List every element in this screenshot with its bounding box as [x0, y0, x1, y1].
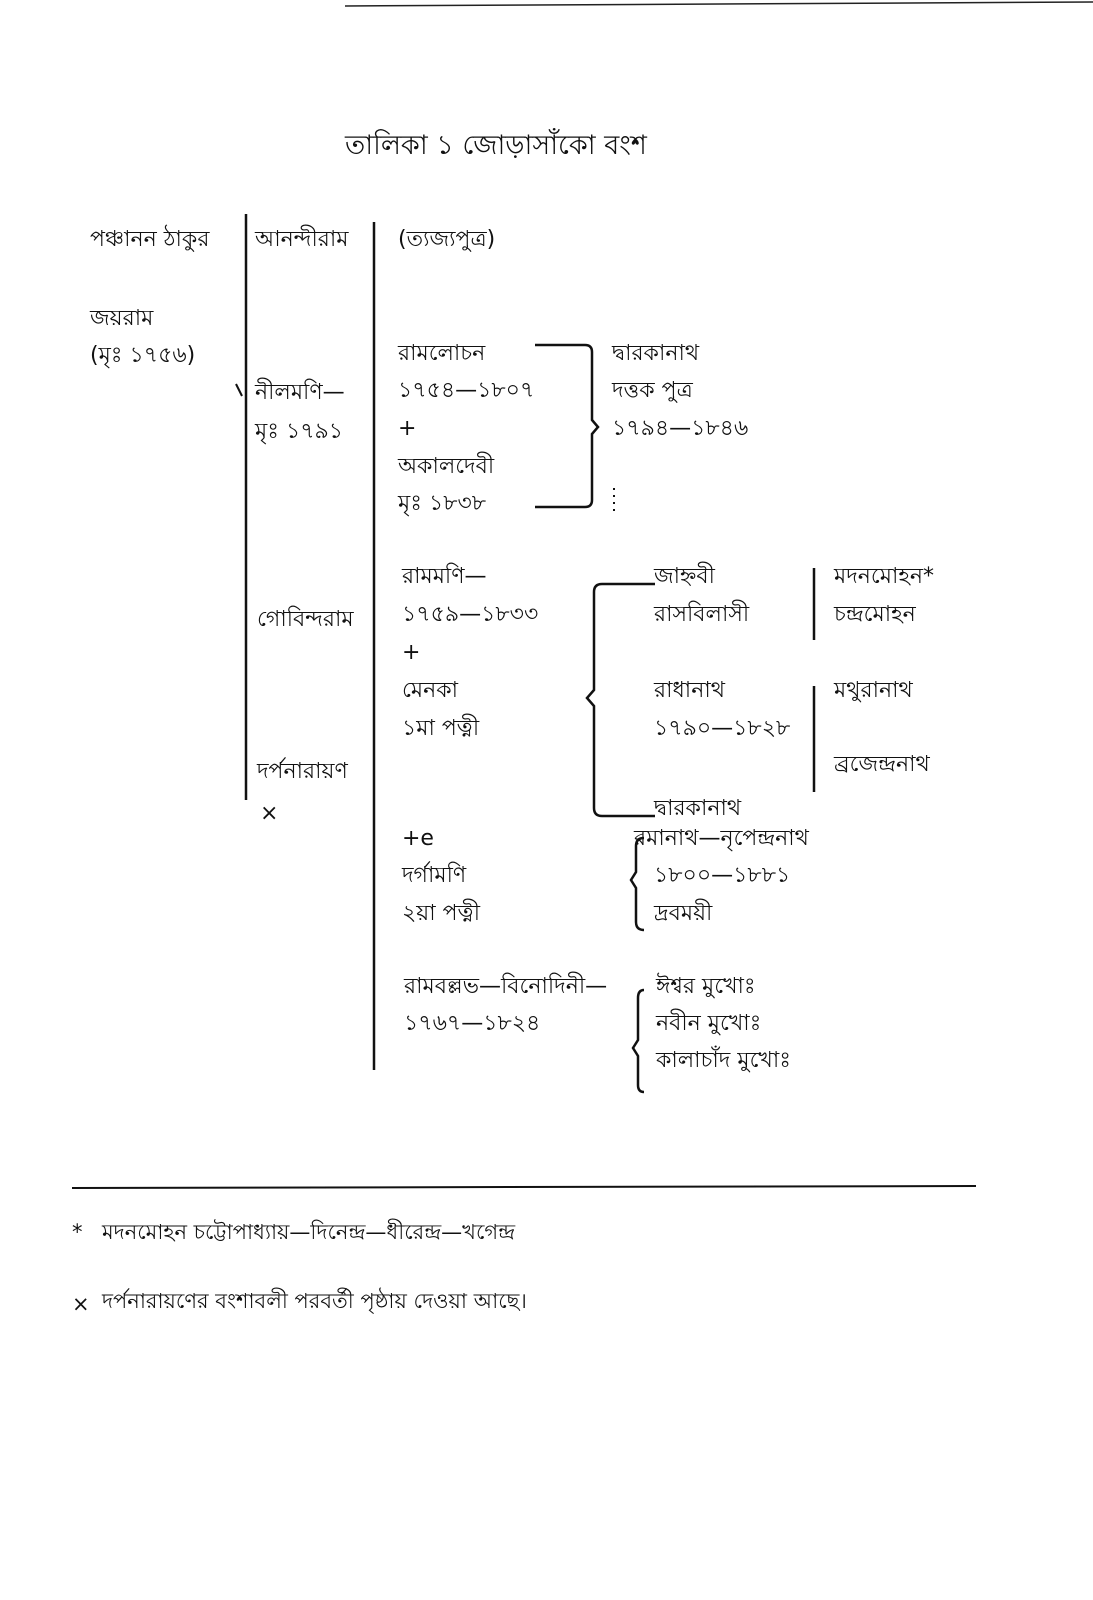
rasbilasi: রাসবিলাসী	[654, 602, 750, 627]
jahnavi: জাহ্নবী	[654, 564, 715, 589]
rambollabh-dates: ১৭৬৭—১৮২৪	[404, 1011, 541, 1036]
footnote-rule	[72, 1186, 976, 1188]
rammoni-brace	[587, 584, 655, 816]
ramlochan: রামলোচন	[398, 341, 486, 366]
plus-e: +e	[402, 826, 434, 851]
page-title: তালিকা ১ জোড়াসাঁকো বংশ	[345, 130, 647, 161]
mathuranath: মথুরানাথ	[834, 678, 913, 703]
nilmoni-tick	[236, 384, 242, 396]
rammoni: রামমণি—	[402, 564, 487, 589]
ishwar-mukho: ঈশ্বর মুখোঃ	[656, 974, 756, 999]
first-wife: ১মা পত্নী	[402, 716, 480, 741]
madanmohan: মদনমোহন*	[834, 564, 935, 589]
footnote-star-mark: *	[72, 1220, 83, 1244]
joyram: জয়রাম	[90, 306, 154, 331]
footnote-cross-text: দর্পনারায়ণের বংশাবলী পরবর্তী পৃষ্ঠায় দেওয়া আছে।	[102, 1289, 527, 1313]
dwarkanath: দ্বারকানাথ	[612, 341, 700, 366]
rammoni-dates: ১৭৫৯—১৮৩৩	[402, 602, 539, 627]
nilmoni-death: মৃঃ ১৭৯১	[255, 419, 344, 444]
nabin-mukho: নবীন মুখোঃ	[656, 1011, 762, 1036]
plus-sign-1: +	[398, 416, 417, 441]
nilmoni: নীলমণি—	[255, 380, 345, 405]
footnote-cross-mark: ×	[72, 1292, 90, 1316]
ramlochan-dates: ১৭৫৪—১৮০৭	[398, 378, 535, 403]
rambollabh-brace	[633, 990, 644, 1092]
anandiram: আনন্দীরাম	[255, 227, 349, 252]
second-wife: ২য়া পত্নী	[402, 901, 480, 926]
plus-sign-2: +	[402, 640, 421, 665]
darpanarayan: দর্পনারায়ণ	[257, 759, 348, 784]
chandramohan: চন্দ্রমোহন	[834, 602, 916, 627]
ramlochan-bracket	[535, 345, 598, 507]
radhanath-dates: ১৭৯০—১৮২৮	[654, 716, 791, 741]
top-edge-rule	[345, 2, 1093, 6]
dwarkanath-second: দ্বারকানাথ	[654, 796, 742, 821]
akaldebi: অকালদেবী	[398, 454, 495, 479]
adopted-son: দত্তক পুত্র	[612, 378, 693, 403]
akaldebi-death: মৃঃ ১৮৩৮	[398, 491, 487, 516]
menoka: মেনকা	[402, 678, 459, 703]
ramanath: রমানাথ—নৃপেন্দ্রনাথ	[634, 826, 809, 851]
joyram-death: (মৃঃ ১৭৫৬)	[90, 343, 196, 368]
drobomoyi: দ্রবময়ী	[654, 901, 713, 926]
ramanath-dates: ১৮০০—১৮৮১	[654, 863, 791, 888]
dwarkanath-dates: ১৭৯৪—১৮৪৬	[612, 416, 749, 441]
kalachand-mukho: কালাচাঁদ মুখোঃ	[656, 1048, 791, 1073]
durgamoni: দর্গামণি	[402, 863, 467, 888]
panchanan-thakur: পঞ্চানন ঠাকুর	[90, 227, 210, 252]
rambollabh: রামবল্লভ—বিনোদিনী—	[404, 974, 608, 999]
radhanath: রাধানাথ	[654, 678, 725, 703]
footnote-star-text: মদনমোহন চট্টোপাধ্যায়—দিনেন্দ্র—ধীরেন্দ্র—খগেন্দ্র	[102, 1220, 516, 1244]
gobindaram: গোবিন্দরাম	[257, 607, 354, 632]
darpanarayan-cross: ×	[260, 801, 279, 826]
brajendranath: ব্রজেন্দ্রনাথ	[834, 752, 930, 777]
tyajyaputra: (ত্যজ্যপুত্র)	[398, 227, 496, 252]
